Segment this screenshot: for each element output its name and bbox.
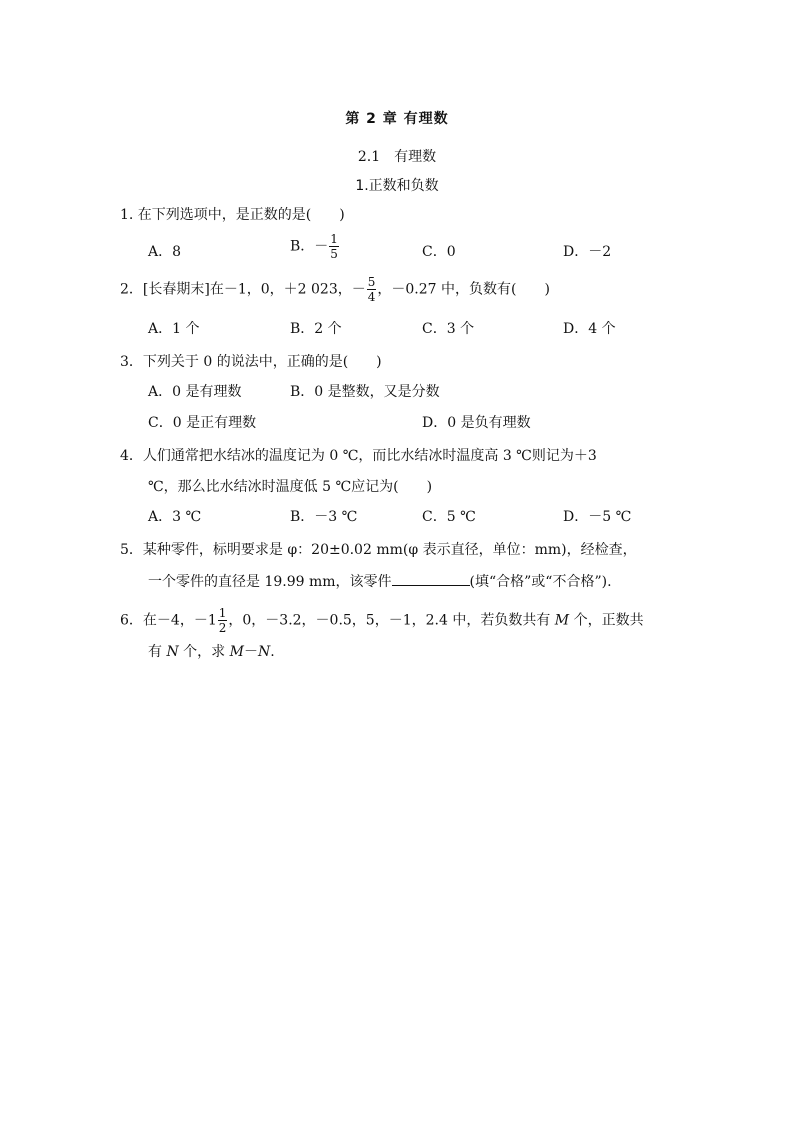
expression-minus: － [243,644,258,660]
question-5-line-1: 5．某种零件，标明要求是 φ：20±0.02 mm(φ 表示直径，单位：mm)，经检查， [120,542,637,558]
question-6-line-1 [120,606,644,635]
question-5-line-2 [148,571,612,592]
question-4-line-2: ℃，那么比水结冰时温度低 5 ℃应记为( ) [148,479,433,495]
question-4-option-a: A．3 ℃ [148,509,202,525]
question-2-option-b: B．2 个 [290,321,342,337]
expression-m: M [229,644,244,660]
question-3-option-b: B．0 是整数，又是分数 [290,384,440,400]
question-4-option-d: D．－5 ℃ [563,509,632,525]
chapter-title: 第 2 章 有理数 [345,111,449,127]
question-2-option-a: A．1 个 [148,321,200,337]
question-6-middle-2: 个，正数共 [569,612,644,629]
question-3-option-c: C．0 是正有理数 [148,415,257,431]
fraction-denominator: 4 [367,290,376,304]
fraction-one-half [218,606,228,635]
question-4-option-c: C．5 ℃ [422,509,476,525]
question-4-option-b: B．－3 ℃ [290,509,358,525]
option-b-prefix: B．－ [290,238,329,255]
expression-n: N [257,644,271,660]
subsection-title: 1.正数和负数 [355,178,439,194]
question-5-line-2-end: (填“合格”或“不合格”). [469,574,612,590]
question-1-option-b [290,232,340,261]
fraction-denominator: 2 [218,621,227,635]
fraction-five-fourths [367,275,377,304]
question-6-start: 6．在－4，－1 [120,612,217,629]
question-6-middle: ，0，－3.2，－0.5，5，－1，2.4 中，若负数共有 [228,612,555,629]
expression-end: . [270,644,275,660]
fraction-numerator: 1 [218,606,227,620]
fraction-one-fifth [329,232,339,261]
question-2-option-d: D．4 个 [563,321,616,337]
fraction-denominator: 5 [330,247,338,261]
question-5-line-2-start: 一个零件的直径是 19.99 mm，该零件 [148,574,392,590]
question-3-option-a: A．0 是有理数 [148,384,242,400]
question-1-option-a: A．8 [148,244,182,260]
fraction-numerator: 1 [330,232,338,246]
question-1-stem: 1. 在下列选项中，是正数的是( ) [120,207,345,223]
variable-m: M [554,612,570,629]
question-2-stem [120,275,550,304]
question-2-option-c: C．3 个 [422,321,475,337]
question-2-stem-start: 2．[长春期末]在－1，0，＋2 023，－ [120,281,366,298]
section-title: 2.1 有理数 [357,149,437,165]
question-3-stem: 3．下列关于 0 的说法中，正确的是( ) [120,354,382,370]
question-3-option-d: D．0 是负有理数 [422,415,531,431]
question-6-line-2-middle: 个，求 [178,644,230,660]
variable-n: N [166,644,179,660]
fraction-numerator: 5 [367,275,376,289]
answer-blank[interactable] [392,571,470,586]
question-1-option-c: C．0 [422,244,456,260]
question-2-stem-end: ，－0.27 中，负数有( ) [377,281,550,298]
question-6-line-2-start: 有 [148,644,167,660]
question-1-option-d: D．－2 [563,244,612,260]
question-4-line-1: 4．人们通常把水结冰的温度记为 0 ℃，而比水结冰时温度高 3 ℃则记为＋3 [120,448,597,464]
question-6-line-2 [148,642,275,662]
